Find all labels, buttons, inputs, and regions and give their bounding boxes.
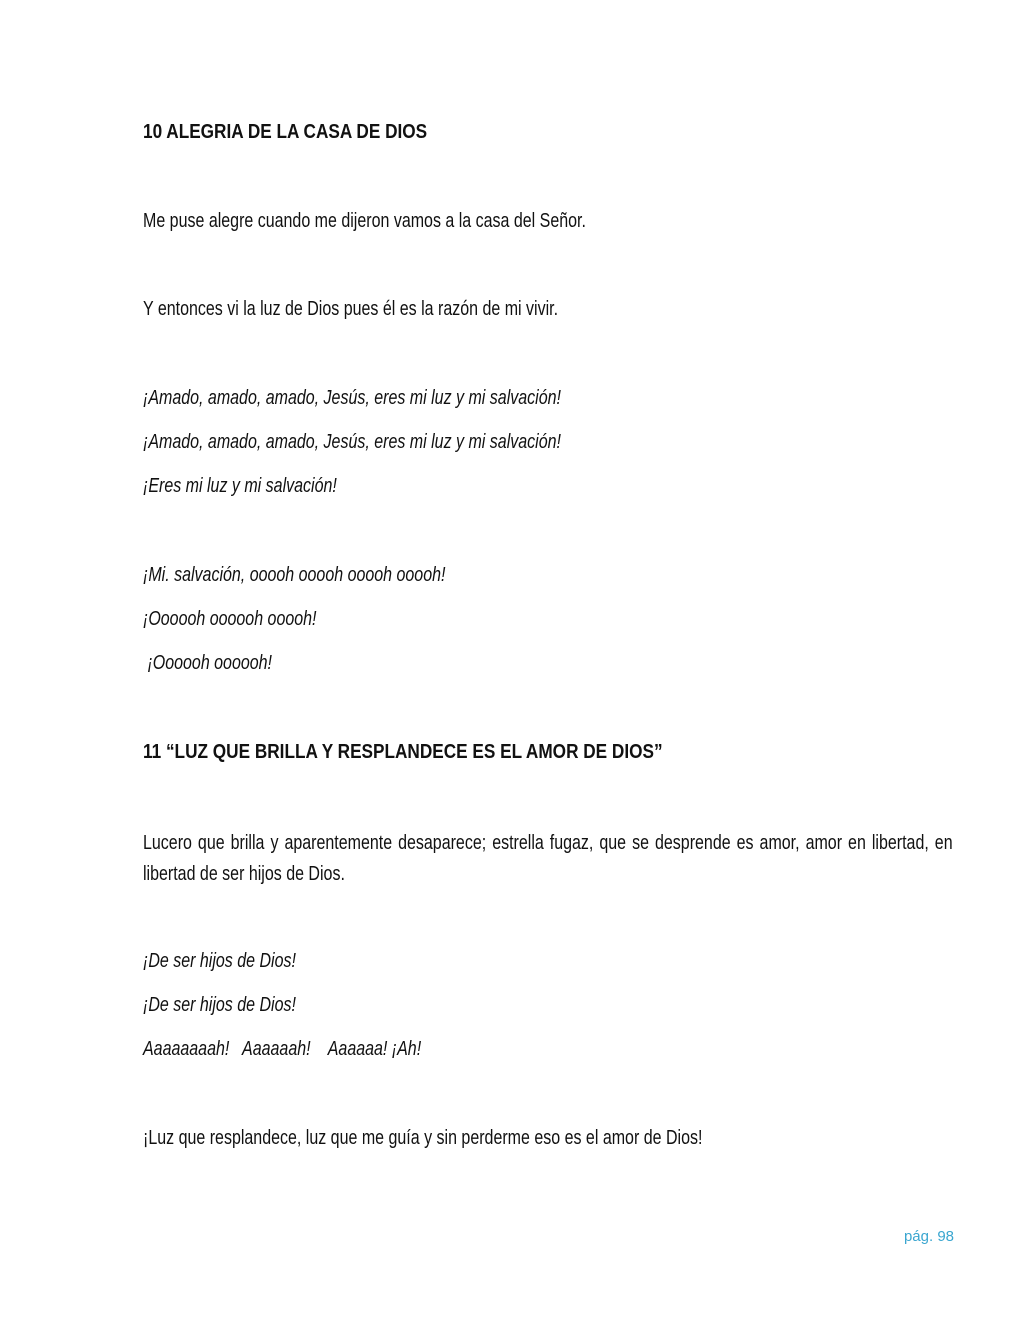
section-10-title: 10 ALEGRIA DE LA CASA DE DIOS bbox=[143, 121, 428, 143]
page-number: pág. 98 bbox=[903, 1228, 954, 1245]
section-11-verse-1 bbox=[143, 828, 953, 890]
section-10-refrain-line: ¡Oooooh oooooh! bbox=[143, 652, 272, 674]
section-10-chorus-line: ¡Eres mi luz y mi salvación! bbox=[143, 475, 337, 497]
section-11-title: 11 “LUZ QUE BRILLA Y RESPLANDECE ES EL AMOR DE DIOS” bbox=[143, 741, 663, 763]
section-10-chorus-line: ¡Amado, amado, amado, Jesús, eres mi luz y mi salvación! bbox=[143, 431, 561, 453]
section-10-verse-2: Y entonces vi la luz de Dios pues él es la razón de mi vivir. bbox=[143, 298, 559, 320]
section-10-verse-1: Me puse alegre cuando me dijeron vamos a la casa del Señor. bbox=[143, 210, 586, 232]
section-10-chorus-line: ¡Amado, amado, amado, Jesús, eres mi luz y mi salvación! bbox=[143, 387, 561, 409]
section-11-chorus-line: ¡De ser hijos de Dios! bbox=[143, 950, 296, 972]
section-10-refrain-line: ¡Oooooh oooooh ooooh! bbox=[143, 608, 317, 630]
section-11-chorus-line: Aaaaaaaah! Aaaaaah! Aaaaaa! ¡Ah! bbox=[143, 1038, 422, 1060]
section-10-refrain-line: ¡Mi. salvación, ooooh ooooh ooooh ooooh! bbox=[143, 564, 446, 586]
section-11-verse-1-text: Lucero que brilla y aparentemente desaparece; estrella fugaz, que se desprende es amor, amor en libertad, en libertad de ser hijos de Dios. bbox=[143, 832, 953, 885]
section-11-chorus-line: ¡De ser hijos de Dios! bbox=[143, 994, 296, 1016]
section-11-closing: ¡Luz que resplandece, luz que me guía y sin perderme eso es el amor de Dios! bbox=[143, 1127, 703, 1149]
